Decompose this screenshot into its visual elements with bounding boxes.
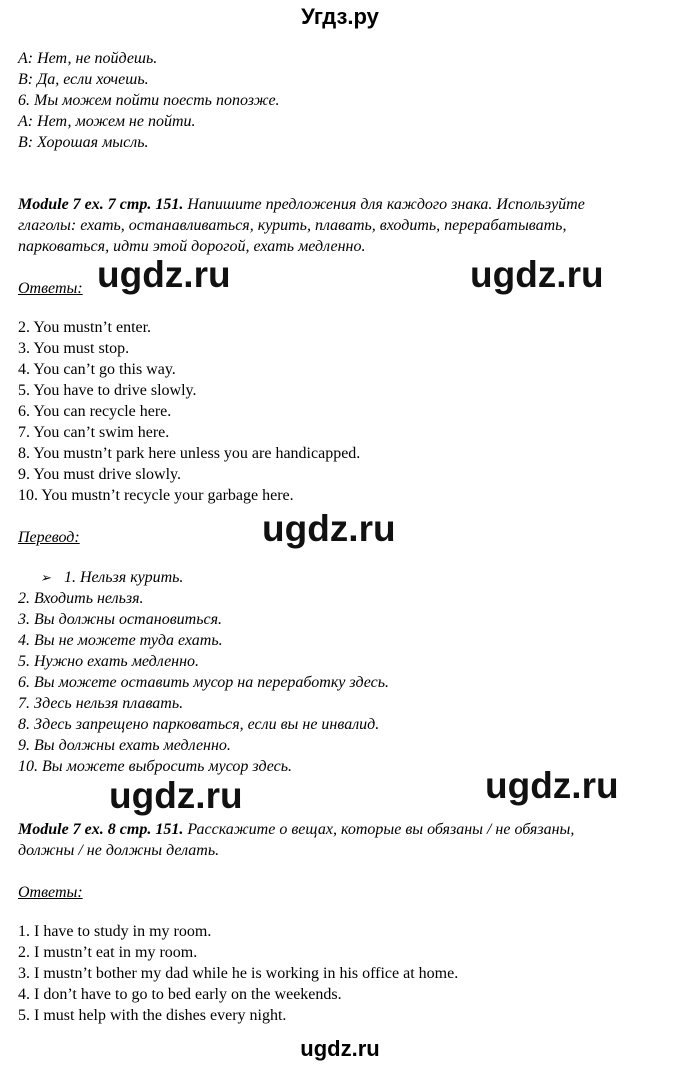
watermark: ugdz.ru xyxy=(470,254,604,295)
ex8-task-line-2: должны / не должны делать. xyxy=(18,842,220,859)
translation-line: 5. Нужно ехать медленно. xyxy=(18,653,200,670)
ex7-task-line-3: парковаться, идти этой дорогой, ехать медленно. xyxy=(18,238,366,255)
translation-text: 1. Нельзя курить. xyxy=(64,569,184,586)
answer-line: 5. You have to drive slowly. xyxy=(18,382,197,399)
translation-line: 3. Вы должны остановиться. xyxy=(18,611,223,628)
dialogue-line: В: Хорошая мысль. xyxy=(18,134,149,151)
footer-site: ugdz.ru xyxy=(300,1036,380,1061)
answer-line: 2. You mustn’t enter. xyxy=(18,319,152,336)
ex7-heading-bold: Module 7 ex. 7 стр. 151. xyxy=(18,196,184,213)
answer-line: 4. I don’t have to go to bed early on the weekends. xyxy=(18,986,342,1003)
watermark: ugdz.ru xyxy=(485,765,619,806)
ex7-heading xyxy=(18,195,585,216)
translation-line: 8. Здесь запрещено парковаться, если вы не инвалид. xyxy=(18,716,380,733)
translation-line: 4. Вы не можете туда ехать. xyxy=(18,632,223,649)
answer-line: 4. You can’t go this way. xyxy=(18,361,176,378)
watermark: ugdz.ru xyxy=(97,254,231,295)
answer-line: 3. I mustn’t bother my dad while he is working in his office at home. xyxy=(18,965,459,982)
watermark: ugdz.ru xyxy=(109,775,243,816)
answer-line: 7. You can’t swim here. xyxy=(18,424,170,441)
ex8-task-line-1: Расскажите о вещах, которые вы обязаны / не обязаны, xyxy=(183,821,575,838)
ex8-answers-label: Ответы: xyxy=(18,884,83,901)
translation-line: 10. Вы можете выбросить мусор здесь. xyxy=(18,758,293,775)
translation-first-line xyxy=(40,568,183,589)
answer-line: 3. You must stop. xyxy=(18,340,130,357)
translation-line: 2. Входить нельзя. xyxy=(18,590,144,607)
ex8-heading xyxy=(18,820,574,841)
translation-line: 7. Здесь нельзя плавать. xyxy=(18,695,184,712)
ex8-heading-bold: Module 7 ex. 8 стр. 151. xyxy=(18,821,184,838)
ex7-task-line-2: глаголы: ехать, останавливаться, курить, плавать, входить, перерабатывать, xyxy=(18,217,567,234)
answer-line: 5. I must help with the dishes every night. xyxy=(18,1007,287,1024)
answer-line: 1. I have to study in my room. xyxy=(18,923,212,940)
translation-line: 9. Вы должны ехать медленно. xyxy=(18,737,231,754)
answer-line: 8. You mustn’t park here unless you are handicapped. xyxy=(18,445,361,462)
answer-line: 2. I mustn’t eat in my room. xyxy=(18,944,198,961)
ex7-answers-label: Ответы: xyxy=(18,280,83,297)
ex7-translation-label: Перевод: xyxy=(18,529,80,546)
dialogue-line: А: Нет, не пойдешь. xyxy=(18,50,158,67)
dialogue-line: 6. Мы можем пойти поесть попозже. xyxy=(18,92,280,109)
ex7-task-line-1: Напишите предложения для каждого знака. Используйте xyxy=(183,196,585,213)
answer-line: 10. You mustn’t recycle your garbage here. xyxy=(18,487,294,504)
site-title: Угдз.ру xyxy=(301,4,379,29)
dialogue-line: А: Нет, можем не пойти. xyxy=(18,113,196,130)
watermark: ugdz.ru xyxy=(262,508,396,549)
translation-line: 6. Вы можете оставить мусор на переработку здесь. xyxy=(18,674,389,691)
dialogue-line: В: Да, если хочешь. xyxy=(18,71,149,88)
arrow-bullet-icon: ➢ xyxy=(40,570,51,585)
answer-line: 9. You must drive slowly. xyxy=(18,466,181,483)
answer-line: 6. You can recycle here. xyxy=(18,403,172,420)
